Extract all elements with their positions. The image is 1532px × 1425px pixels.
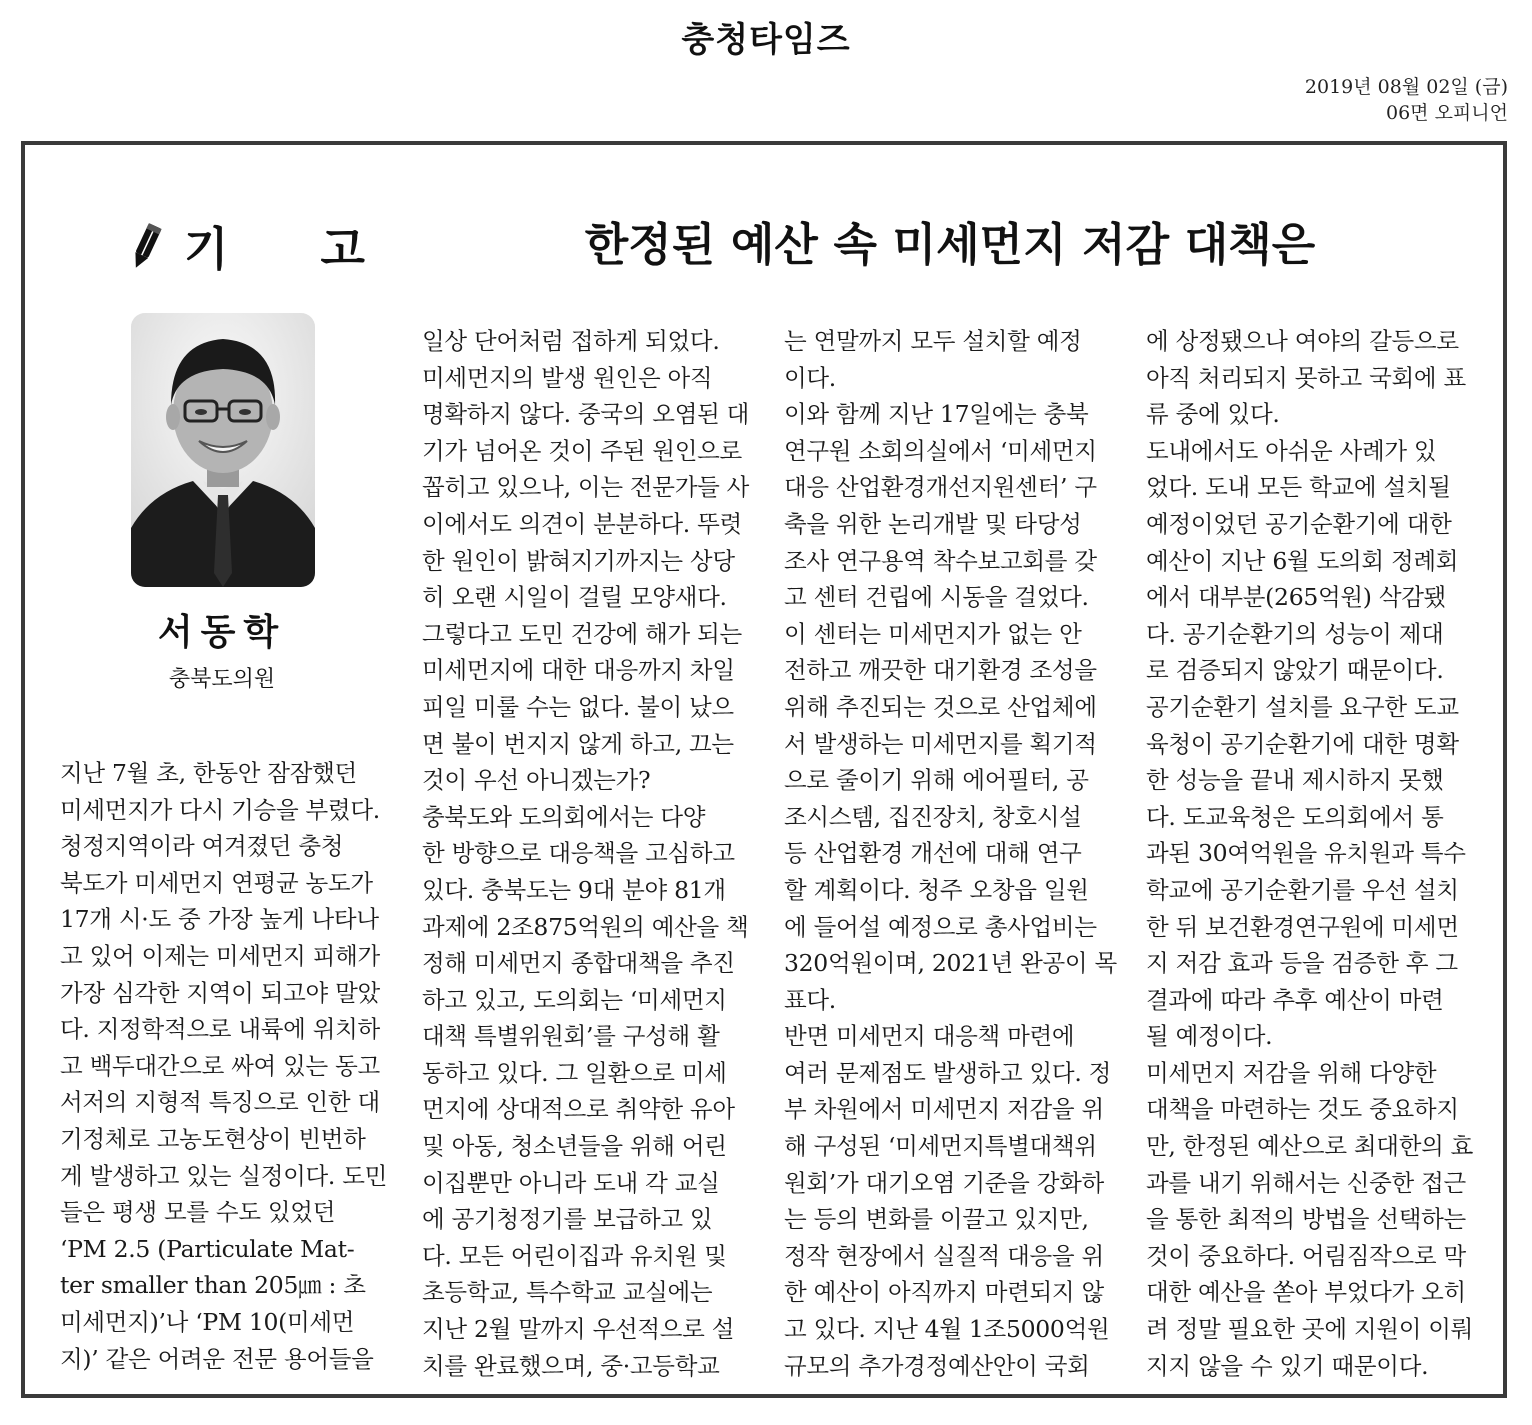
article-text-line: 로 검증되지 않았기 때문이다. [1146, 656, 1444, 685]
article-text-line: 공기순환기 설치를 요구한 도교 [1146, 692, 1459, 721]
article-text-line: 이에서도 의견이 분분하다. 뚜렷 [422, 509, 742, 538]
article-text-line: 과제에 2조875억원의 예산을 책 [422, 912, 749, 941]
article-text-line: 미세먼지의 발생 원인은 아직 [422, 363, 713, 392]
article-text-line: 충북도와 도의회에서는 다양 [422, 802, 706, 831]
article-text-line: 도내에서도 아쉬운 사례가 있 [1146, 436, 1437, 465]
article-text-line: 류 중에 있다. [1146, 400, 1280, 429]
article-text-line: 학교에 공기순환기를 우선 설치 [1146, 875, 1459, 904]
article-text-line: 예정이었던 공기순환기에 대한 [1146, 509, 1452, 538]
article-text-line: 으로 줄이기 위해 에어필터, 공 [784, 766, 1089, 795]
article-text-line: 다. 공기순환기의 성능이 제대 [1146, 619, 1444, 648]
article-text-line: 히 오랜 시일이 걸릴 모양새다. [422, 583, 727, 612]
article-text-line: 규모의 추가경정예산안이 국회 [784, 1351, 1090, 1380]
article-text-line: 과된 30여억원을 유치원과 특수 [1146, 839, 1466, 868]
article-text-line: 치를 완료했으며, 중·고등학교 [422, 1351, 720, 1380]
article-text-line: 이다. [784, 363, 836, 392]
article-text-line: 게 발생하고 있는 실정이다. 도민 [60, 1161, 388, 1190]
pencil-icon [128, 220, 164, 272]
article-text-line: 위해 추진되는 것으로 산업체에 [784, 692, 1097, 721]
article-text-line: ter smaller than 205㎛ : 초 [60, 1271, 366, 1300]
article-text-line: 대응 산업환경개선지원센터’ 구 [784, 473, 1097, 502]
article-text-line: 꼽히고 있으나, 이는 전문가들 사 [422, 473, 750, 502]
article-text-line: 320억원이며, 2021년 완공이 목 [784, 949, 1117, 978]
dateline [1305, 74, 1508, 126]
article-text-line: 미세먼지 저감을 위해 다양한 [1146, 1058, 1437, 1087]
article-text-line: 일상 단어처럼 접하게 되었다. [422, 327, 720, 355]
article-column-3 [784, 323, 1119, 1384]
article-text-line: 육청이 공기순환기에 대한 명확 [1146, 729, 1459, 758]
article-text-line: 었다. 도내 모든 학교에 설치될 [1146, 473, 1451, 502]
article-text-line: 미세먼지가 다시 기승을 부렸다. [60, 795, 380, 824]
article-text-line: 과를 내기 위해서는 신중한 접근 [1146, 1168, 1466, 1197]
article-text-line: 원회’가 대기오염 기준을 강화하 [784, 1168, 1104, 1197]
article-text-line: 미세먼지에 대한 대응까지 차일 [422, 656, 735, 685]
article-text-line: 것이 중요하다. 어림짐작으로 막 [1146, 1241, 1466, 1270]
article-text-line: 있다. 충북도는 9대 분야 81개 [422, 875, 726, 904]
article-text-line: 기가 넘어온 것이 주된 원인으로 [422, 436, 742, 465]
publication-date: 2019년 08월 02일 (금) [1304, 76, 1508, 98]
article-text-line: 고 있다. 지난 4월 1조5000억원 [784, 1315, 1110, 1344]
article-text-line: 정해 미세먼지 종합대책을 추진 [422, 949, 735, 978]
article-text-line: 아직 처리되지 못하고 국회에 표 [1146, 363, 1466, 392]
article-text-line: 가장 심각한 지역이 되고야 말았 [60, 978, 380, 1007]
article-text-line: 는 연말까지 모두 설치할 예정 [784, 327, 1082, 355]
article-text-line: 한 방향으로 대응책을 고심하고 [422, 839, 735, 868]
article-text-line: 17개 시·도 중 가장 높게 나타나 [60, 905, 379, 934]
article-text-line: 할 계획이다. 청주 오창읍 일원 [784, 875, 1089, 904]
article-text-line: 지)’ 같은 어려운 전문 용어들을 [60, 1344, 374, 1373]
article-text-line: 한 성능을 끝내 제시하지 못했 [1146, 766, 1444, 795]
article-text-line: 하고 있고, 도의회는 ‘미세먼지 [422, 985, 727, 1014]
article-text-line: 여러 문제점도 발생하고 있다. 정 [784, 1058, 1112, 1087]
article-text-line: 을 통한 최적의 방법을 선택하는 [1146, 1205, 1466, 1234]
article-text-line: 및 아동, 청소년들을 위해 어린 [422, 1132, 727, 1161]
author-name: 서동학 [157, 612, 287, 653]
article-text-line: 고 있어 이제는 미세먼지 피해가 [60, 941, 380, 970]
article-text-line: 에서 대부분(265억원) 삭감됐 [1146, 583, 1447, 612]
article-text-line: 등 산업환경 개선에 대해 연구 [784, 839, 1082, 868]
article-text-line: 청정지역이라 여겨졌던 충청 [60, 832, 344, 861]
article-text-line: 조사 연구용역 착수보고회를 갖 [784, 546, 1097, 575]
article-text-line: 한 원인이 밝혀지기까지는 상당 [422, 546, 735, 575]
article-text-line: 동하고 있다. 그 일환으로 미세 [422, 1058, 727, 1087]
article-text-line: ‘PM 2.5 (Particulate Mat- [60, 1234, 355, 1263]
article-text-line: 이 센터는 미세먼지가 없는 안 [784, 619, 1082, 648]
article-text-line: 것이 우선 아니겠는가? [422, 766, 651, 795]
article-text-line: 는 등의 변화를 이끌고 있지만, [784, 1205, 1089, 1234]
article-text-line: 명확하지 않다. 중국의 오염된 대 [422, 400, 750, 429]
article-text-line: 피일 미룰 수는 없다. 불이 났으 [422, 692, 734, 721]
section-label [128, 216, 403, 276]
article-text-line: 에 공기청정기를 보급하고 있 [422, 1205, 713, 1234]
article-text-line: 먼지에 상대적으로 취약한 유아 [422, 1095, 735, 1124]
article-text-line: 지난 7월 초, 한동안 잠잠했던 [60, 759, 357, 787]
article-text-line: 기정체로 고농도현상이 빈번하 [60, 1124, 366, 1153]
article-text-line: 한 예산이 아직까지 마련되지 않 [784, 1278, 1104, 1307]
article-text-line: 정작 현장에서 실질적 대응을 위 [784, 1241, 1104, 1270]
article-text-line: 서저의 지형적 특징으로 인한 대 [60, 1088, 380, 1117]
article-text-line: 고 백두대간으로 싸여 있는 동고 [60, 1051, 380, 1080]
article-text-line: 만, 한정된 예산으로 최대한의 효 [1146, 1132, 1474, 1161]
article-text-line: 대책을 마련하는 것도 중요하지 [1146, 1095, 1459, 1124]
article-text-line: 려 정말 필요한 곳에 지원이 이뤄 [1146, 1315, 1474, 1344]
article-text-line: 에 들어설 예정으로 총사업비는 [784, 912, 1097, 941]
newspaper-name: 충청타임즈 [681, 20, 851, 60]
article-text-line: 서 발생하는 미세먼지를 획기적 [784, 729, 1097, 758]
article-text-line: 다. 모든 어린이집과 유치원 및 [422, 1241, 727, 1270]
article-text-line: 미세먼지)’나 ‘PM 10(미세먼 [60, 1307, 355, 1336]
article-text-line: 대한 예산을 쏟아 부었다가 오히 [1146, 1278, 1466, 1307]
article-text-line: 이집뿐만 아니라 도내 각 교실 [422, 1168, 720, 1197]
article-column-2 [422, 323, 757, 1384]
article-text-line: 고 센터 건립에 시동을 걸었다. [784, 583, 1089, 612]
article-column-1 [60, 755, 390, 1377]
article-text-line: 전하고 깨끗한 대기환경 조성을 [784, 656, 1097, 685]
article-text-line: 예산이 지난 6월 도의회 정례회 [1146, 546, 1459, 575]
article-text-line: 해 구성된 ‘미세먼지특별대책위 [784, 1132, 1097, 1161]
article-text-line: 지난 2월 말까지 우선적으로 설 [422, 1315, 735, 1344]
page-section: 06면 오피니언 [1386, 102, 1508, 124]
article-text-line: 지지 않을 수 있기 때문이다. [1146, 1351, 1429, 1380]
section-label-text: 기 고 [184, 222, 403, 276]
article-text-line: 표다. [784, 985, 836, 1014]
article-text-line: 지 저감 효과 등을 검증한 후 그 [1146, 949, 1458, 978]
article-text-line: 이와 함께 지난 17일에는 충북 [784, 400, 1089, 429]
article-text-line: 부 차원에서 미세먼지 저감을 위 [784, 1095, 1104, 1124]
article-text-line: 그렇다고 도민 건강에 해가 되는 [422, 619, 742, 648]
article-text-line: 연구원 소회의실에서 ‘미세먼지 [784, 436, 1097, 465]
article-column-4 [1146, 323, 1481, 1384]
article-text-line: 다. 도교육청은 도의회에서 통 [1146, 802, 1444, 831]
article-text-line: 다. 지정학적으로 내륙에 위치하 [60, 1015, 380, 1044]
article-text-line: 한 뒤 보건환경연구원에 미세먼 [1146, 912, 1459, 941]
author-title: 충북도의원 [168, 667, 276, 692]
article-text-line: 북도가 미세먼지 연평균 농도가 [60, 868, 373, 897]
article-text-line: 면 불이 번지지 않게 하고, 끄는 [422, 729, 734, 758]
author-photo [131, 313, 315, 587]
headline: 한정된 예산 속 미세먼지 저감 대책은 [584, 218, 1316, 271]
article-text-line: 조시스템, 집진장치, 창호시설 [784, 802, 1082, 831]
article-text-line: 될 예정이다. [1146, 1022, 1273, 1051]
article-text-line: 대책 특별위원회’를 구성해 활 [422, 1022, 720, 1051]
article-text-line: 반면 미세먼지 대응책 마련에 [784, 1022, 1075, 1051]
article-text-line: 결과에 따라 추후 예산이 마련 [1146, 985, 1444, 1014]
article-text-line: 초등학교, 특수학교 교실에는 [422, 1278, 713, 1307]
article-text-line: 축을 위한 논리개발 및 타당성 [784, 509, 1082, 538]
article-text-line: 에 상정됐으나 여야의 갈등으로 [1146, 327, 1459, 355]
article-text-line: 들은 평생 모를 수도 있었던 [60, 1198, 336, 1227]
